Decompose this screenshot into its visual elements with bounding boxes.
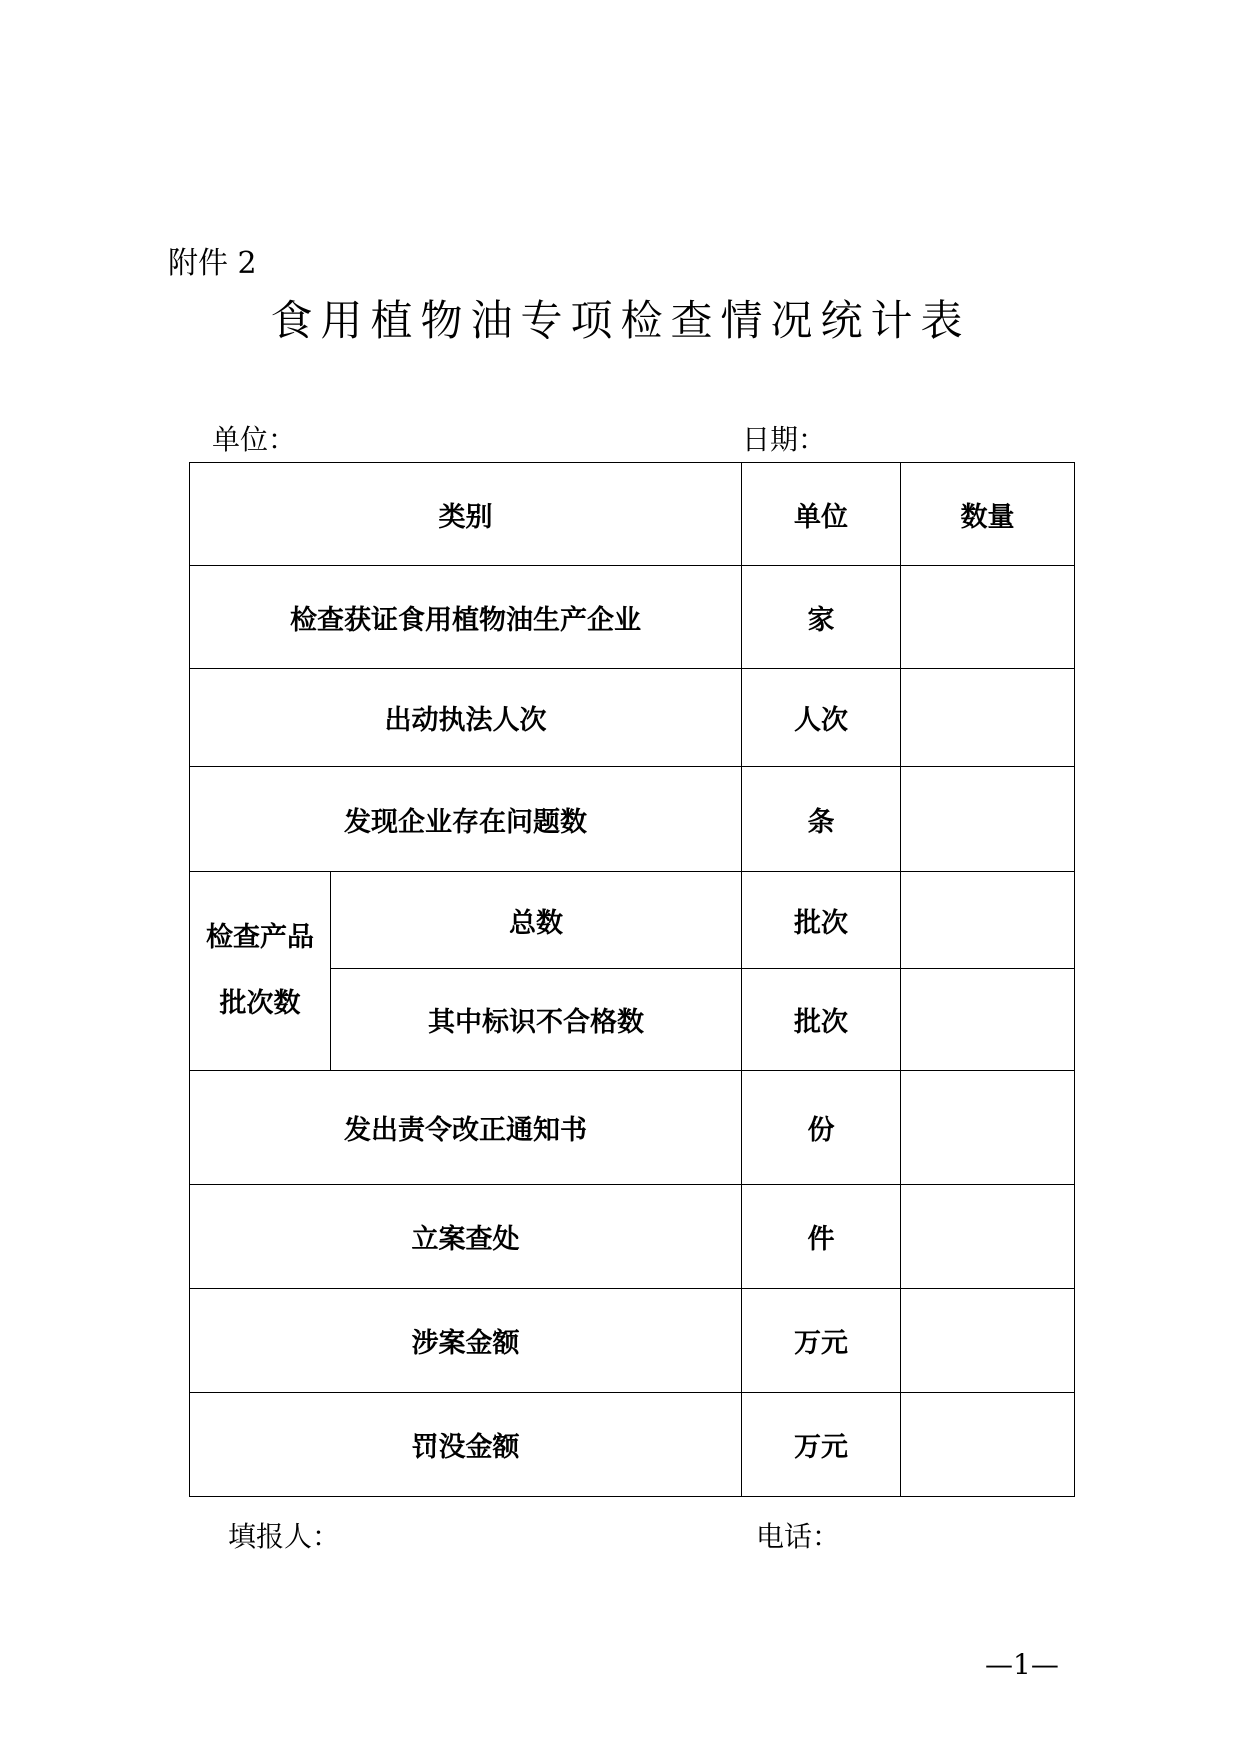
row-unit: 家 (742, 566, 901, 669)
row-category: 涉案金额 (190, 1289, 742, 1393)
row-category: 发出责令改正通知书 (190, 1071, 742, 1185)
row-quantity-cell[interactable] (901, 566, 1075, 669)
filler-field-label: 填报人： (228, 1520, 341, 1553)
row-unit: 万元 (742, 1289, 901, 1393)
row-unit: 万元 (742, 1393, 901, 1497)
row-category: 立案查处 (190, 1185, 742, 1289)
document-title: 食用植物油专项检查情况统计表 (270, 296, 971, 345)
row-quantity-cell[interactable] (901, 1289, 1075, 1393)
row-quantity-cell[interactable] (901, 969, 1075, 1071)
table-row (190, 1393, 1075, 1497)
statistics-table (189, 462, 1075, 1497)
table-row (190, 1071, 1075, 1185)
date-field-label: 日期： (742, 423, 827, 456)
table-header-row (190, 463, 1075, 566)
header-quantity: 数量 (901, 463, 1075, 566)
group-label-line1: 检查产品 (206, 922, 314, 953)
row-quantity-cell[interactable] (901, 1071, 1075, 1185)
row-quantity-cell[interactable] (901, 767, 1075, 872)
page-number: —1— (985, 1648, 1059, 1681)
row-category: 发现企业存在问题数 (190, 767, 742, 872)
table-row (190, 767, 1075, 872)
row-category: 检查获证食用植物油生产企业 (190, 566, 742, 669)
group-label-line2: 批次数 (219, 988, 301, 1019)
table-row (190, 566, 1075, 669)
row-unit: 份 (742, 1071, 901, 1185)
unit-field-label: 单位： (212, 423, 297, 456)
row-quantity-cell[interactable] (901, 872, 1075, 969)
header-unit: 单位 (742, 463, 901, 566)
row-category: 出动执法人次 (190, 669, 742, 767)
table-row (190, 872, 1075, 969)
row-category: 总数 (331, 872, 742, 969)
row-quantity-cell[interactable] (901, 669, 1075, 767)
row-unit: 人次 (742, 669, 901, 767)
attachment-label: 附件 2 (168, 246, 257, 281)
row-quantity-cell[interactable] (901, 1393, 1075, 1497)
group-label-cell (190, 872, 331, 1071)
table-row (190, 1185, 1075, 1289)
row-category: 罚没金额 (190, 1393, 742, 1497)
row-unit: 条 (742, 767, 901, 872)
row-unit: 批次 (742, 969, 901, 1071)
row-unit: 件 (742, 1185, 901, 1289)
table-row (190, 1289, 1075, 1393)
row-quantity-cell[interactable] (901, 1185, 1075, 1289)
phone-field-label: 电话： (756, 1520, 841, 1553)
row-category: 其中标识不合格数 (331, 969, 742, 1071)
header-category: 类别 (190, 463, 742, 566)
table-row (190, 669, 1075, 767)
row-unit: 批次 (742, 872, 901, 969)
